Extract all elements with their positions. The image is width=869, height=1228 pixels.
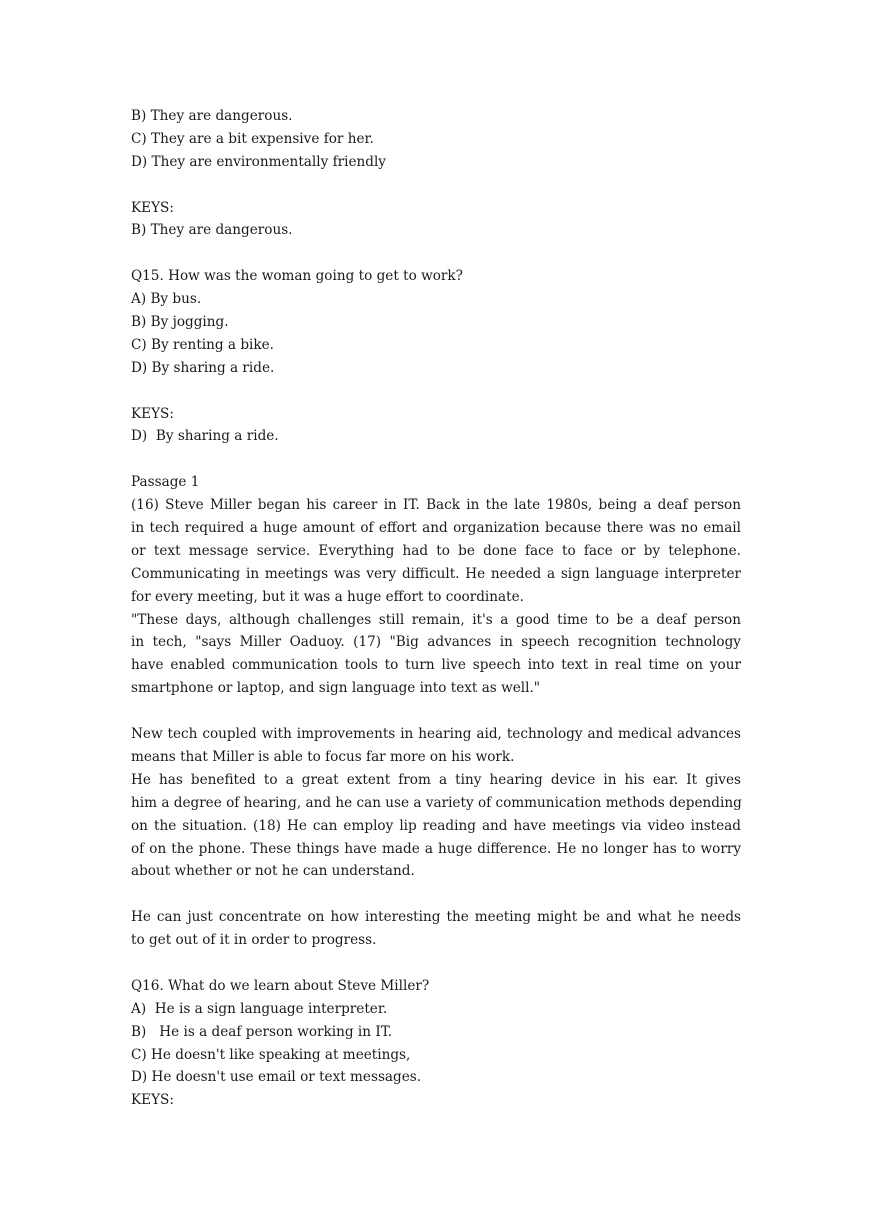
- passage-paragraph-1: [131, 494, 741, 608]
- paragraph-line: or text message service. Everything had to be done face to face or by telephone.: [131, 542, 741, 559]
- option-a: A) By bus.: [131, 291, 202, 308]
- paragraph-line: in tech, "says Miller Oaduoy. (17) "Big advances in speech recognition technology: [131, 634, 741, 651]
- option-b: B) By jogging.: [131, 314, 229, 331]
- question-q15: Q15. How was the woman going to get to work?: [131, 268, 463, 285]
- spacer: [131, 242, 741, 265]
- passage-title: Passage 1: [131, 474, 200, 491]
- paragraph-line: on the situation. (18) He can employ lip reading and have meetings via video instead: [131, 817, 741, 834]
- paragraph-line: have enabled communication tools to turn live speech into text in real time on your: [131, 657, 741, 674]
- option-b: B) He is a deaf person working in IT.: [131, 1023, 393, 1040]
- keys-label: KEYS:: [131, 199, 174, 216]
- keys-label: KEYS:: [131, 405, 174, 422]
- passage-paragraph-4: [131, 769, 741, 883]
- paragraph-line: He has benefited to a great extent from a tiny hearing device in his ear. It gives: [131, 771, 741, 788]
- answer-key: B) They are dangerous.: [131, 222, 293, 239]
- document-page: [131, 105, 741, 1112]
- paragraph-line: about whether or not he can understand.: [131, 863, 415, 880]
- option-d: D) He doesn't use email or text messages.: [131, 1069, 422, 1086]
- spacer: [131, 380, 741, 403]
- spacer: [131, 174, 741, 197]
- passage-paragraph-2: [131, 609, 741, 701]
- option-c: C) They are a bit expensive for her.: [131, 130, 374, 147]
- option-a: A) He is a sign language interpreter.: [131, 1000, 388, 1017]
- paragraph-line: "These days, although challenges still remain, it's a good time to be a deaf person: [131, 611, 741, 628]
- paragraph-line: of on the phone. These things have made a huge difference. He no longer has to worry: [131, 840, 741, 857]
- keys-label: KEYS:: [131, 1092, 174, 1109]
- paragraph-line: He can just concentrate on how interesting the meeting might be and what he needs: [131, 909, 741, 926]
- spacer: [131, 952, 741, 975]
- paragraph-line: (16) Steve Miller began his career in IT. Back in the late 1980s, being a deaf person: [131, 497, 741, 514]
- question-q16: Q16. What do we learn about Steve Miller?: [131, 977, 430, 994]
- q15-options: [131, 288, 741, 380]
- answer-key: D) By sharing a ride.: [131, 428, 279, 445]
- option-c: C) By renting a bike.: [131, 336, 274, 353]
- paragraph-line: smartphone or laptop, and sign language into text as well.": [131, 680, 541, 697]
- option-b: B) They are dangerous.: [131, 108, 293, 124]
- paragraph-line: him a degree of hearing, and he can use a variety of communication methods depending: [131, 794, 742, 811]
- paragraph-line: means that Miller is able to focus far more on his work.: [131, 748, 515, 765]
- spacer: [131, 883, 741, 906]
- option-d: D) They are environmentally friendly: [131, 153, 386, 170]
- passage-paragraph-5: [131, 906, 741, 952]
- spacer: [131, 448, 741, 471]
- paragraph-line: for every meeting, but it was a huge effort to coordinate.: [131, 588, 524, 605]
- q16-options: [131, 998, 741, 1090]
- option-d: D) By sharing a ride.: [131, 359, 275, 376]
- option-c: C) He doesn't like speaking at meetings,: [131, 1046, 411, 1063]
- spacer: [131, 700, 741, 723]
- q14-options: [131, 105, 741, 174]
- paragraph-line: Communicating in meetings was very difficult. He needed a sign language interpreter: [131, 565, 741, 582]
- paragraph-line: New tech coupled with improvements in hearing aid, technology and medical advances: [131, 726, 741, 743]
- paragraph-line: in tech required a huge amount of effort and organization because there was no email: [131, 520, 741, 537]
- passage-paragraph-3: [131, 723, 741, 769]
- paragraph-line: to get out of it in order to progress.: [131, 932, 377, 949]
